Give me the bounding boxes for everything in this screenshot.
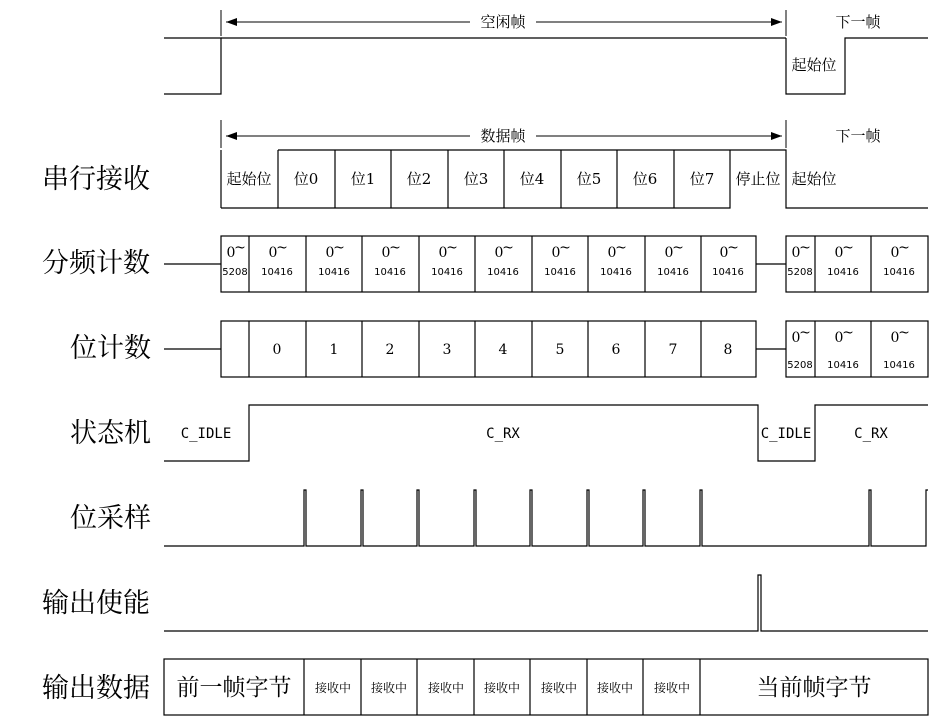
count-cell — [431, 240, 463, 278]
row-label-bit-sample: 位采样 — [70, 503, 151, 534]
bit-count-value: 3 — [442, 342, 452, 358]
next-frame-label: 下一帧 — [835, 127, 881, 145]
data-bit-label: 位2 — [406, 170, 432, 188]
row-label-clk-div-count: 分频计数 — [42, 248, 150, 279]
receiving-label: 接收中 — [540, 681, 578, 695]
tilde: ~ — [842, 325, 854, 341]
count-max-first: 5208 — [222, 267, 248, 278]
bit-count-row — [164, 321, 928, 377]
count-max: 10416 — [318, 267, 350, 278]
stop-bit-label: 停止位 — [735, 170, 781, 188]
count-zero: 0 — [834, 330, 844, 346]
tilde: ~ — [446, 240, 458, 256]
state-idle-label: C_IDLE — [180, 426, 232, 442]
count-max: 10416 — [374, 267, 406, 278]
count-zero: 0 — [791, 245, 801, 261]
tilde: ~ — [672, 240, 684, 256]
count-zero: 0 — [791, 330, 801, 346]
receiving-label: 接收中 — [483, 681, 521, 695]
row-label-bit-count: 位计数 — [70, 333, 151, 364]
tilde: ~ — [799, 240, 811, 256]
serial-rx-waveform — [221, 120, 928, 208]
count-zero: 0 — [438, 245, 448, 261]
start-bit-label: 起始位 — [226, 170, 272, 188]
count-zero: 0 — [226, 245, 236, 261]
tilde: ~ — [799, 325, 811, 341]
count-max: 10416 — [883, 267, 915, 278]
start-bit-label-next: 起始位 — [791, 170, 837, 188]
count-zero: 0 — [268, 245, 278, 261]
bit-count-value: 0 — [272, 342, 282, 358]
count-max-first: 5208 — [787, 267, 813, 278]
count-cell — [374, 240, 406, 278]
data-bit-label: 位1 — [350, 170, 376, 188]
tilde: ~ — [615, 240, 627, 256]
count-zero: 0 — [494, 245, 504, 261]
count-cell — [883, 325, 915, 371]
tilde: ~ — [727, 240, 739, 256]
count-max: 10416 — [431, 267, 463, 278]
bit-count-value: 5 — [555, 342, 565, 358]
count-max: 10416 — [657, 267, 689, 278]
count-cell — [787, 240, 812, 278]
bit-count-value: 2 — [385, 342, 395, 358]
count-max: 10416 — [261, 267, 293, 278]
tilde: ~ — [559, 240, 571, 256]
count-cell — [827, 325, 859, 371]
data-bit-label: 位7 — [689, 170, 715, 188]
output-enable-row — [164, 575, 928, 631]
row-label-output-enable: 输出使能 — [42, 588, 150, 619]
count-cell — [318, 240, 350, 278]
bit-count-value: 4 — [498, 342, 508, 358]
count-zero: 0 — [719, 245, 729, 261]
receiving-label: 接收中 — [653, 681, 691, 695]
count-max: 10416 — [600, 267, 632, 278]
count-cell — [487, 240, 519, 278]
next-frame-label-top: 下一帧 — [835, 13, 881, 31]
bit-count-value: 8 — [723, 342, 733, 358]
count-cell — [712, 240, 744, 278]
bit-sample-row — [164, 490, 928, 546]
count-cell — [222, 240, 247, 278]
bit-count-value: 6 — [611, 342, 621, 358]
idle-frame-waveform — [164, 10, 928, 94]
clk-div-count-row — [164, 236, 928, 292]
output-data-row — [164, 659, 928, 715]
tilde: ~ — [502, 240, 514, 256]
count-max: 10416 — [883, 360, 915, 371]
current-byte-label: 当前帧字节 — [756, 675, 872, 701]
count-zero: 0 — [607, 245, 617, 261]
count-cell — [657, 240, 689, 278]
data-bit-label: 位3 — [463, 170, 489, 188]
tilde: ~ — [234, 240, 246, 256]
idle-frame-label: 空闲帧 — [480, 13, 526, 31]
count-zero: 0 — [890, 330, 900, 346]
receiving-label: 接收中 — [370, 681, 408, 695]
previous-byte-label: 前一帧字节 — [176, 675, 292, 701]
receiving-label: 接收中 — [314, 681, 352, 695]
count-max: 10416 — [487, 267, 519, 278]
tilde: ~ — [333, 240, 345, 256]
bit-count-value: 7 — [668, 342, 678, 358]
count-max: 10416 — [712, 267, 744, 278]
receiving-label: 接收中 — [596, 681, 634, 695]
count-cell — [544, 240, 576, 278]
count-zero: 0 — [834, 245, 844, 261]
count-max-first: 5208 — [787, 360, 813, 371]
data-bit-label: 位4 — [519, 170, 545, 188]
count-zero: 0 — [664, 245, 674, 261]
count-max: 10416 — [827, 267, 859, 278]
state-rx-label-2: C_RX — [854, 426, 888, 442]
row-labels — [42, 164, 151, 704]
data-bit-label: 位6 — [632, 170, 658, 188]
count-zero: 0 — [325, 245, 335, 261]
count-cell — [883, 240, 915, 278]
receiving-label: 接收中 — [427, 681, 465, 695]
bit-count-value: 1 — [329, 342, 339, 358]
count-cell — [600, 240, 632, 278]
start-bit-label-top: 起始位 — [791, 56, 837, 74]
row-label-output-data: 输出数据 — [42, 673, 150, 704]
tilde: ~ — [276, 240, 288, 256]
count-cell — [261, 240, 293, 278]
count-max: 10416 — [827, 360, 859, 371]
state-machine-row — [164, 405, 928, 461]
count-cell — [787, 325, 812, 371]
data-frame-label: 数据帧 — [480, 127, 526, 145]
data-bit-label: 位0 — [293, 170, 319, 188]
count-zero: 0 — [890, 245, 900, 261]
row-label-serial-rx: 串行接收 — [42, 164, 150, 195]
tilde: ~ — [842, 240, 854, 256]
count-cell — [827, 240, 859, 278]
state-idle-label-2: C_IDLE — [760, 426, 812, 442]
data-bit-label: 位5 — [576, 170, 602, 188]
count-max: 10416 — [544, 267, 576, 278]
state-rx-label: C_RX — [486, 426, 520, 442]
count-zero: 0 — [551, 245, 561, 261]
tilde: ~ — [898, 240, 910, 256]
tilde: ~ — [389, 240, 401, 256]
count-zero: 0 — [381, 245, 391, 261]
row-label-state-machine: 状态机 — [70, 418, 151, 449]
tilde: ~ — [898, 325, 910, 341]
